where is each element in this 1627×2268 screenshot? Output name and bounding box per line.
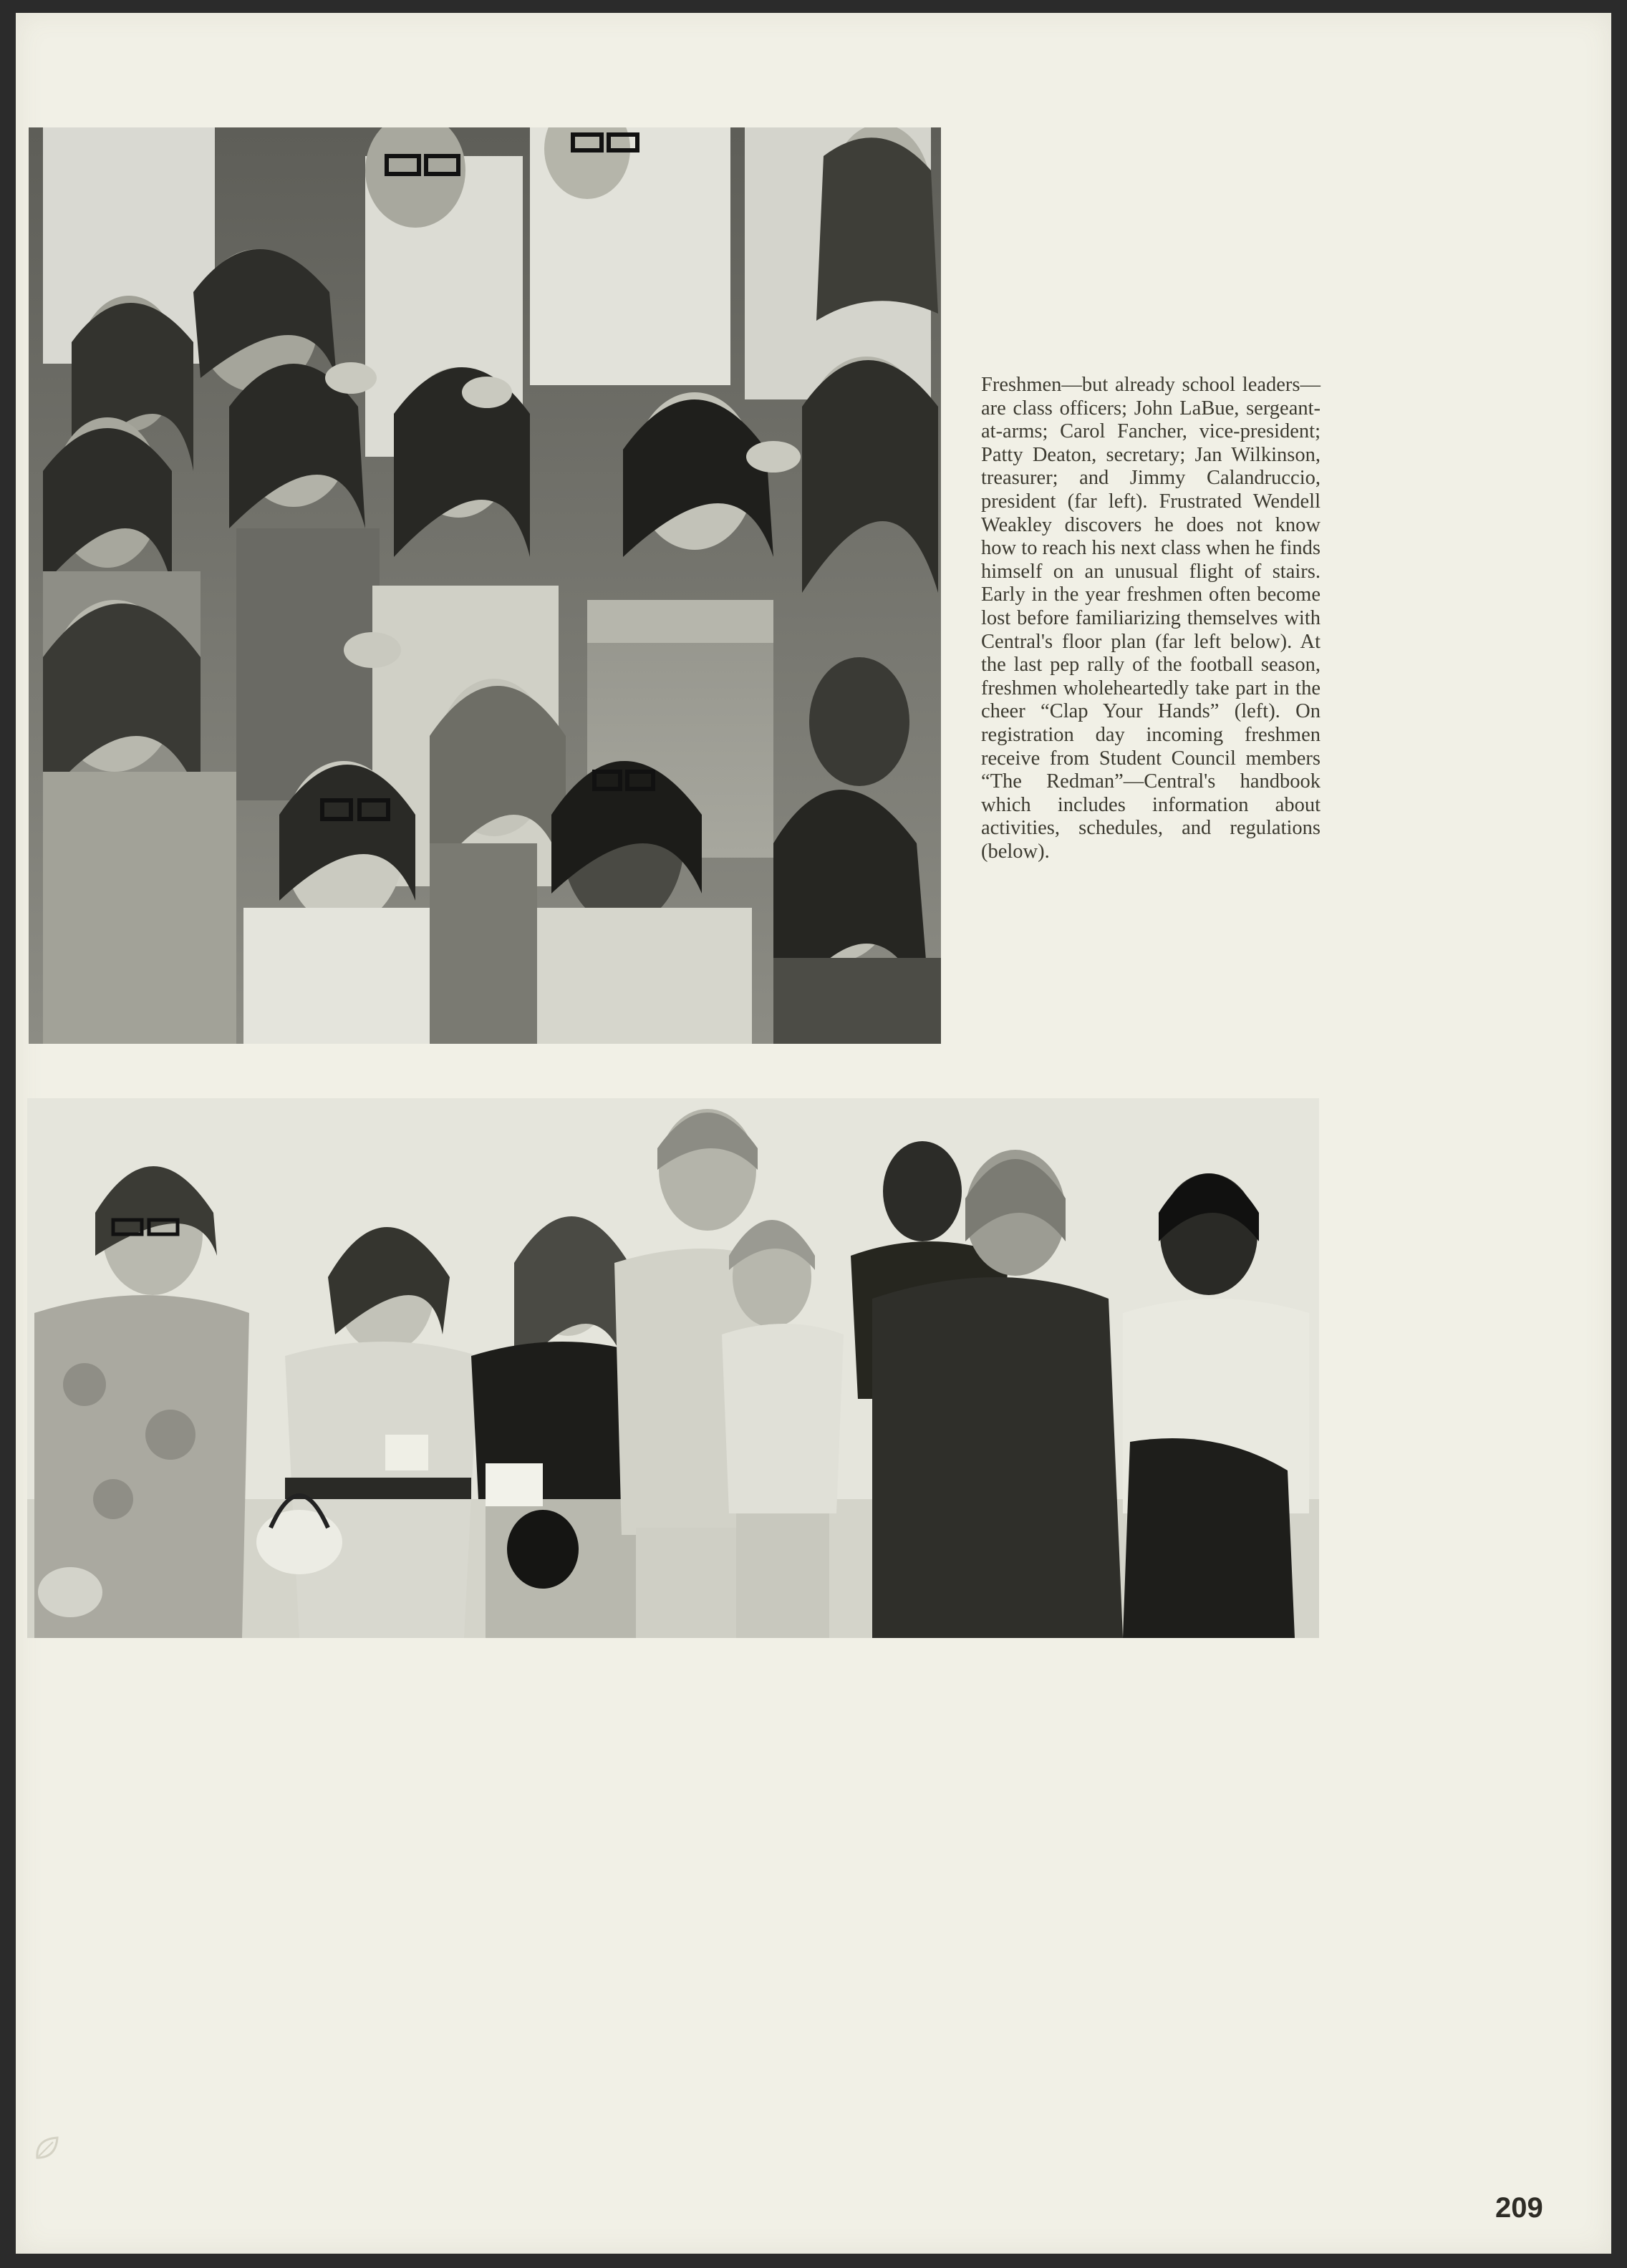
photo-caption: Freshmen—but already school leaders—are class officers; John LaBue, sergeant-at-arms; Carol Fancher, vice-president; Patty Deaton, secretary; Jan Wilkinson, treasurer; and Jimmy Calandruccio, president (far left). Frustrated Wendell Weakley discovers he does not know how to reach his next class when he finds himself on an unusual flight of stairs. Early in the year freshmen often become lost before familiarizing themselves with Central's floor plan (far left below). At the last pep rally of the football season, freshmen wholeheartedly take part in the cheer “Clap Your Hands” (left). On registration day incoming freshmen receive from Student Council members “The Redman”—Central's handbook which includes information about activities, schedules, and regulations (below). (981, 374, 1321, 863)
pep-rally-crowd-image (29, 127, 941, 1044)
leaf-emblem-icon (32, 2132, 63, 2163)
page-number: 209 (1495, 2192, 1543, 2224)
registration-hallway-photo (27, 1098, 1319, 1638)
yearbook-page (16, 13, 1611, 2254)
registration-hallway-image (27, 1098, 1319, 1638)
pep-rally-crowd-photo (29, 127, 941, 1044)
